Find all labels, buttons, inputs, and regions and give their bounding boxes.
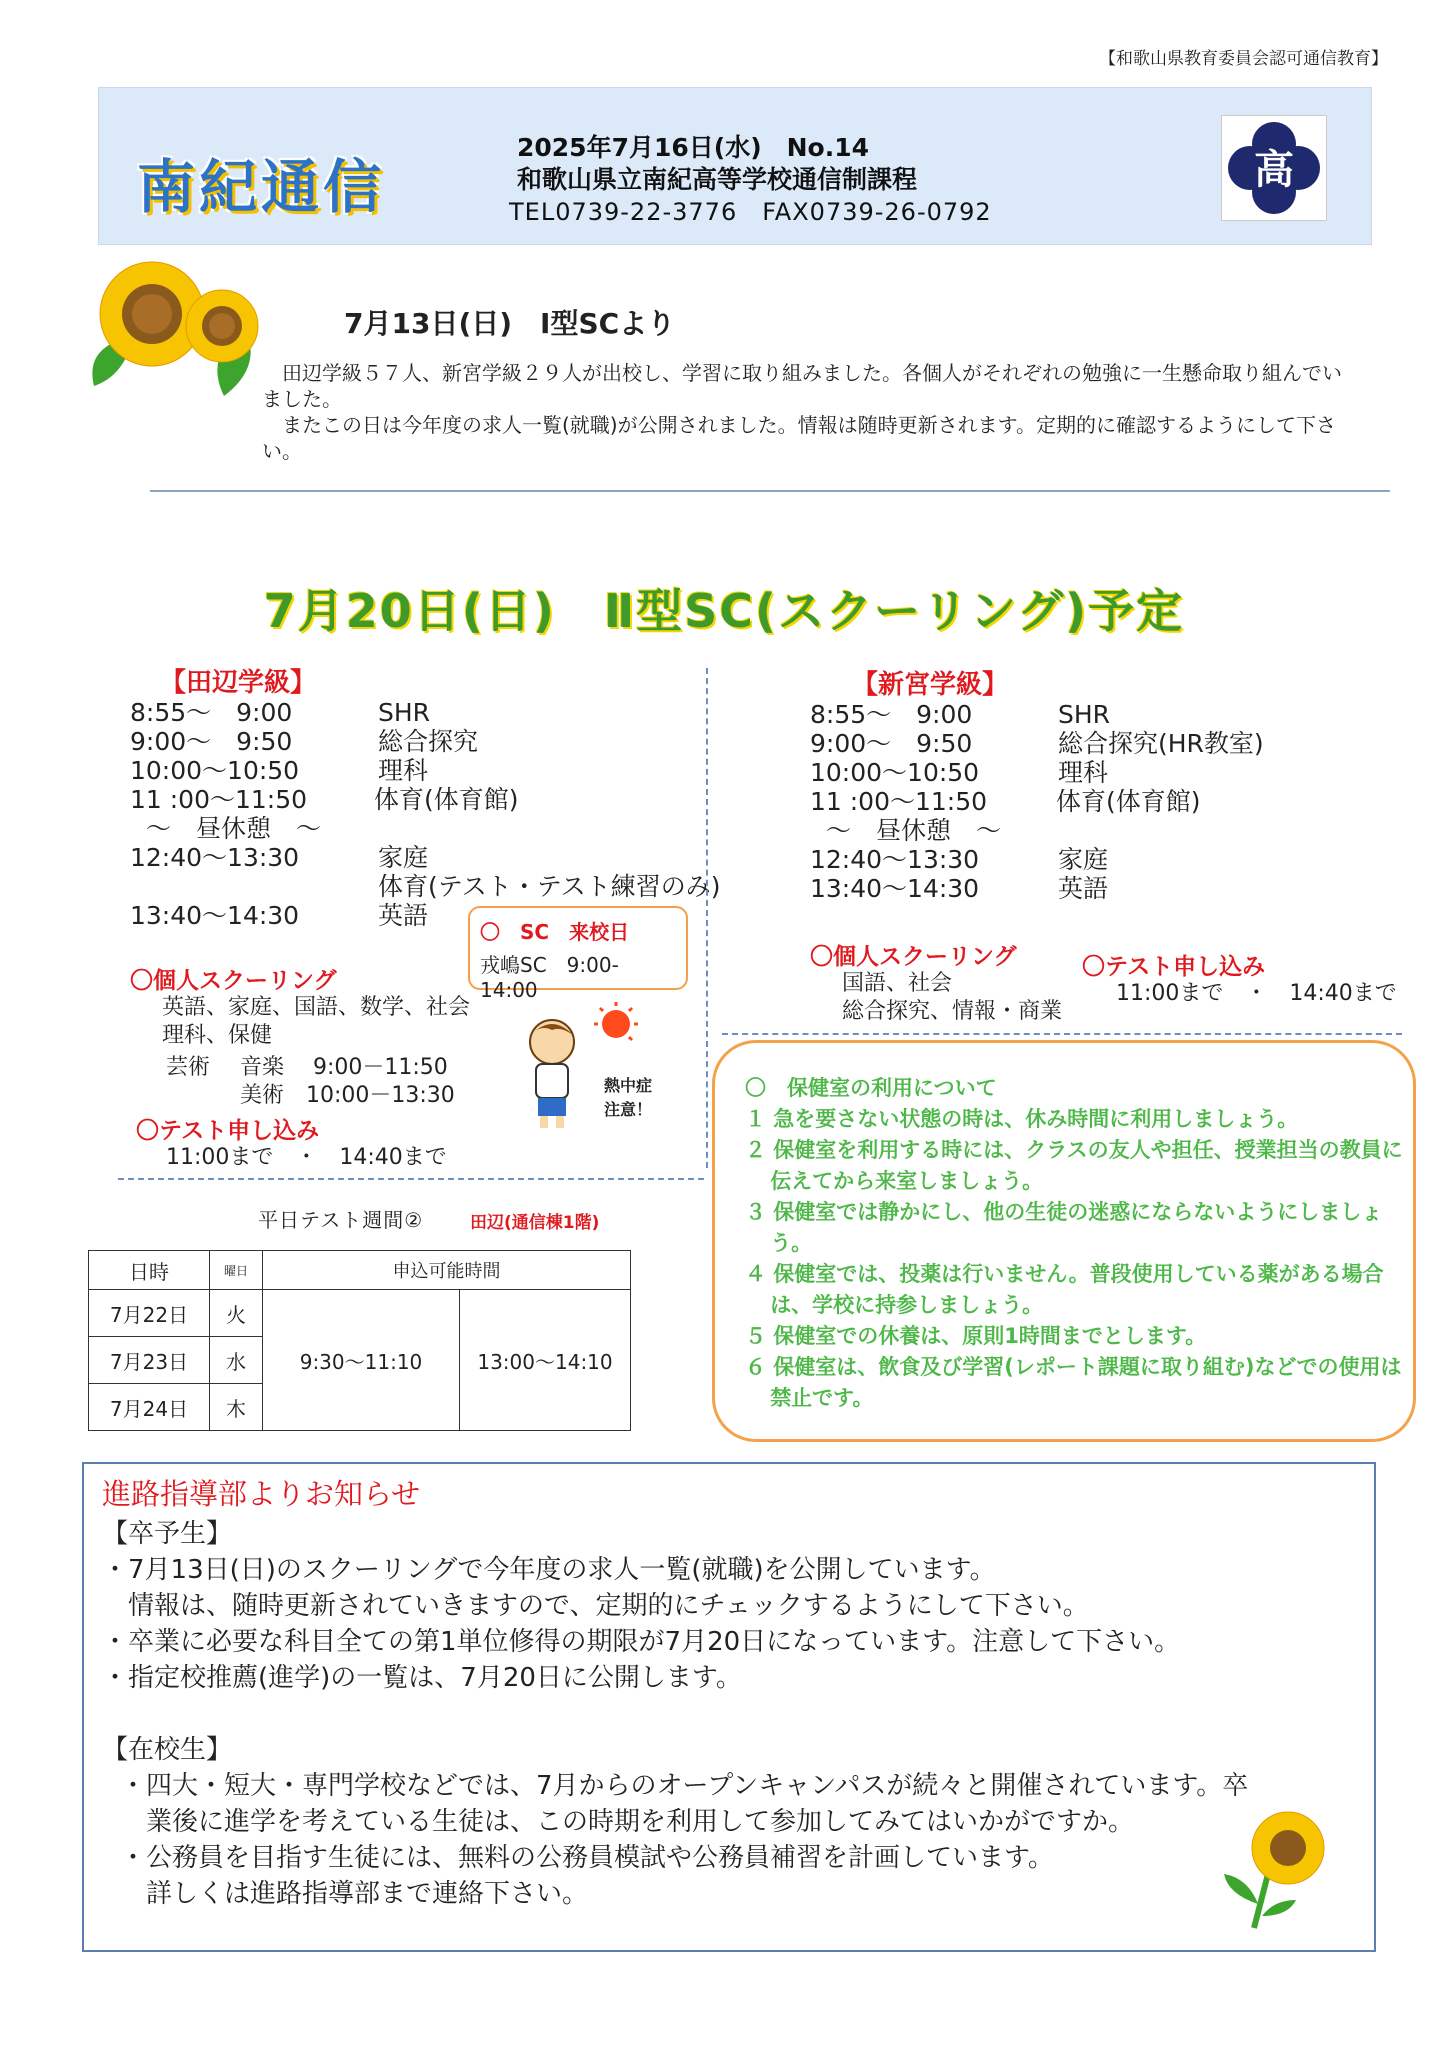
health-title: 〇 保健室の利用について [745, 1076, 997, 1100]
shingu-personal-line1: 国語、社会 [842, 971, 953, 996]
health-item: １ 急を要さない状態の時は、休み時間に利用しましょう。 [745, 1107, 1299, 1131]
schedule-row: 9:00～ 9:50 総合探究 [130, 727, 479, 756]
divider-dashed-left [118, 1178, 704, 1180]
schedule-row: ～ 昼休憩 ～ [146, 814, 322, 843]
career-body [102, 1476, 1352, 1912]
schedule-row: 13:40～14:30 英語 [130, 901, 429, 930]
tanabe-test-title: 〇テスト申し込み [136, 1118, 320, 1144]
schedule-row: 8:55～ 9:00 SHR [130, 698, 431, 727]
arts-label: 芸術 [166, 1055, 211, 1080]
tanabe-personal-line1: 英語、家庭、国語、数学、社会 [162, 995, 471, 1020]
section2-title: 7月20日(日) Ⅱ型SC(スクーリング)予定 [263, 584, 1185, 638]
table-head-day: 曜日 [210, 1251, 263, 1290]
career-title: 進路指導部よりお知らせ [102, 1477, 421, 1511]
grad-item: ・指定校推薦(進学)の一覧は、7月20日に公開します。 [102, 1663, 742, 1693]
sc-visit-box [468, 906, 688, 1002]
crest-char: 高 [1254, 147, 1294, 193]
divider [150, 490, 1390, 492]
time-slot-2: 13:00～14:10 [460, 1290, 631, 1431]
shingu-test-title: 〇テスト申し込み [1082, 954, 1266, 980]
tanabe-title: 【田辺学級】 [160, 668, 317, 698]
current-heading: 【在校生】 [102, 1735, 233, 1765]
school-crest-icon [1221, 115, 1327, 221]
shingu-personal-line2: 総合探究、情報・商業 [842, 999, 1063, 1024]
current-item: ・公務員を目指す生徒には、無料の公務員模試や公務員補習を計画しています。 [120, 1843, 1054, 1873]
schedule-row: 13:40～14:30 英語 [810, 874, 1109, 903]
grad-item: ・7月13日(日)のスクーリングで今年度の求人一覧(就職)を公開しています。 [102, 1555, 996, 1585]
health-item: ３ 保健室では静かにし、他の生徒の迷惑にならないようにしましょう。 [745, 1200, 1383, 1255]
shingu-title: 【新宮学級】 [852, 670, 1009, 700]
table-row: 7月23日 水 [89, 1337, 631, 1384]
table-row: 7月22日 火 9:30～11:10 13:00～14:10 [89, 1290, 631, 1337]
issue-date: 2025年7月16日(水) No.14 [517, 133, 870, 162]
tanabe-personal-line2: 理科、保健 [162, 1023, 273, 1048]
section1-para1: 田辺学級５７人、新宮学級２９人が出校し、学習に取り組みました。各個人がそれぞれの勉強に一生懸命取り組んでいました。 [262, 361, 1342, 411]
schedule-row: 12:40～13:30 家庭 [130, 843, 429, 872]
heatstroke-illustration [512, 1002, 662, 1136]
newsletter-header [98, 87, 1372, 245]
health-item: ５ 保健室での休養は、原則1時間までとします。 [745, 1324, 1207, 1348]
weekday-test-location: 田辺(通信棟1階) [470, 1213, 600, 1233]
tanabe-personal-title: 〇個人スクーリング [130, 968, 337, 994]
grad-heading: 【卒予生】 [102, 1519, 233, 1549]
schedule-row: 11 :00～11:50 体育(体育館) [130, 785, 519, 814]
table-row: 7月24日 木 [89, 1384, 631, 1431]
tanabe-test-time: 11:00まで ・ 14:40まで [166, 1145, 447, 1170]
schedule-row: 体育(テスト・テスト練習のみ) [378, 872, 721, 901]
sc-visit-title: 〇 SC 来校日 [480, 920, 630, 944]
section1-para2: またこの日は今年度の求人一覧(就職)が公開されました。情報は随時更新されます。定期的に確認するようにして下さい。 [262, 413, 1337, 463]
current-item: ・四大・短大・専門学校などでは、7月からのオープンキャンパスが続々と開催されています。卒 [120, 1771, 1249, 1801]
career-guidance-box [82, 1462, 1376, 1952]
grad-item: ・卒業に必要な科目全ての第1単位修得の期限が7月20日になっています。注意して下さい。 [102, 1627, 1181, 1657]
weekday-test-caption: 平日テスト週間② [258, 1208, 424, 1232]
shingu-schedule [810, 700, 1370, 903]
newsletter-logo: 南紀通信 [137, 153, 386, 221]
sc-visit-body: 戎嶋SC 9:00-14:00 [480, 953, 619, 1002]
heatstroke-text: 熱中症 注意！ [604, 1076, 653, 1119]
contact-info: TEL0739-22-3776 FAX0739-26-0792 [509, 198, 992, 226]
schedule-row: 10:00～10:50 理科 [810, 758, 1109, 787]
approval-note: 【和歌山県教育委員会認可通信教育】 [1099, 49, 1388, 69]
health-room-text [745, 1073, 1405, 1414]
health-room-box [712, 1040, 1416, 1442]
health-item: ４ 保健室では、投薬は行いません。普段使用している薬がある場合は、学校に持参しましょう。 [745, 1262, 1384, 1317]
divider-dashed-right [722, 1033, 1402, 1035]
current-item: 詳しくは進路指導部まで連絡下さい。 [120, 1879, 589, 1909]
shingu-test-time: 11:00まで ・ 14:40まで [1116, 981, 1397, 1006]
school-name: 和歌山県立南紀高等学校通信制課程 [517, 165, 918, 194]
grad-item: 情報は、随時更新されていきますので、定期的にチェックするようにして下さい。 [102, 1591, 1089, 1621]
schedule-row: 10:00～10:50 理科 [130, 756, 429, 785]
shingu-personal-title: 〇個人スクーリング [810, 944, 1017, 970]
tanabe-schedule [130, 698, 721, 930]
art-time: 美術 10:00－13:30 [240, 1083, 455, 1108]
current-item: 業後に進学を考えている生徒は、この時期を利用して参加してみてはいかがですか。 [120, 1807, 1135, 1837]
weekday-test-table [88, 1250, 631, 1431]
schedule-row: 8:55～ 9:00 SHR [810, 700, 1111, 729]
schedule-row: ～ 昼休憩 ～ [826, 816, 1002, 845]
column-divider [706, 668, 708, 1168]
health-item: ６ 保健室は、飲食及び学習(レポート課題に取り組む)などでの使用は禁止です。 [745, 1355, 1402, 1410]
time-slot-1: 9:30～11:10 [263, 1290, 460, 1431]
table-head-time: 申込可能時間 [263, 1251, 631, 1290]
section1-title: 7月13日(日) Ⅰ型SCより [344, 307, 676, 340]
health-item: ２ 保健室を利用する時には、クラスの友人や担任、授業担当の教員に伝えてから来室しましょう。 [745, 1138, 1403, 1193]
table-head-date: 日時 [89, 1251, 210, 1290]
music-time: 音楽 9:00－11:50 [240, 1055, 448, 1080]
sunflower-small-icon [1218, 1804, 1348, 1938]
schedule-row: 12:40～13:30 家庭 [810, 845, 1109, 874]
schedule-row: 11 :00～11:50 体育(体育館) [810, 787, 1201, 816]
schedule-row: 9:00～ 9:50 総合探究(HR教室) [810, 729, 1264, 758]
section1-body [262, 360, 1352, 464]
sunflower-icon [74, 256, 274, 420]
